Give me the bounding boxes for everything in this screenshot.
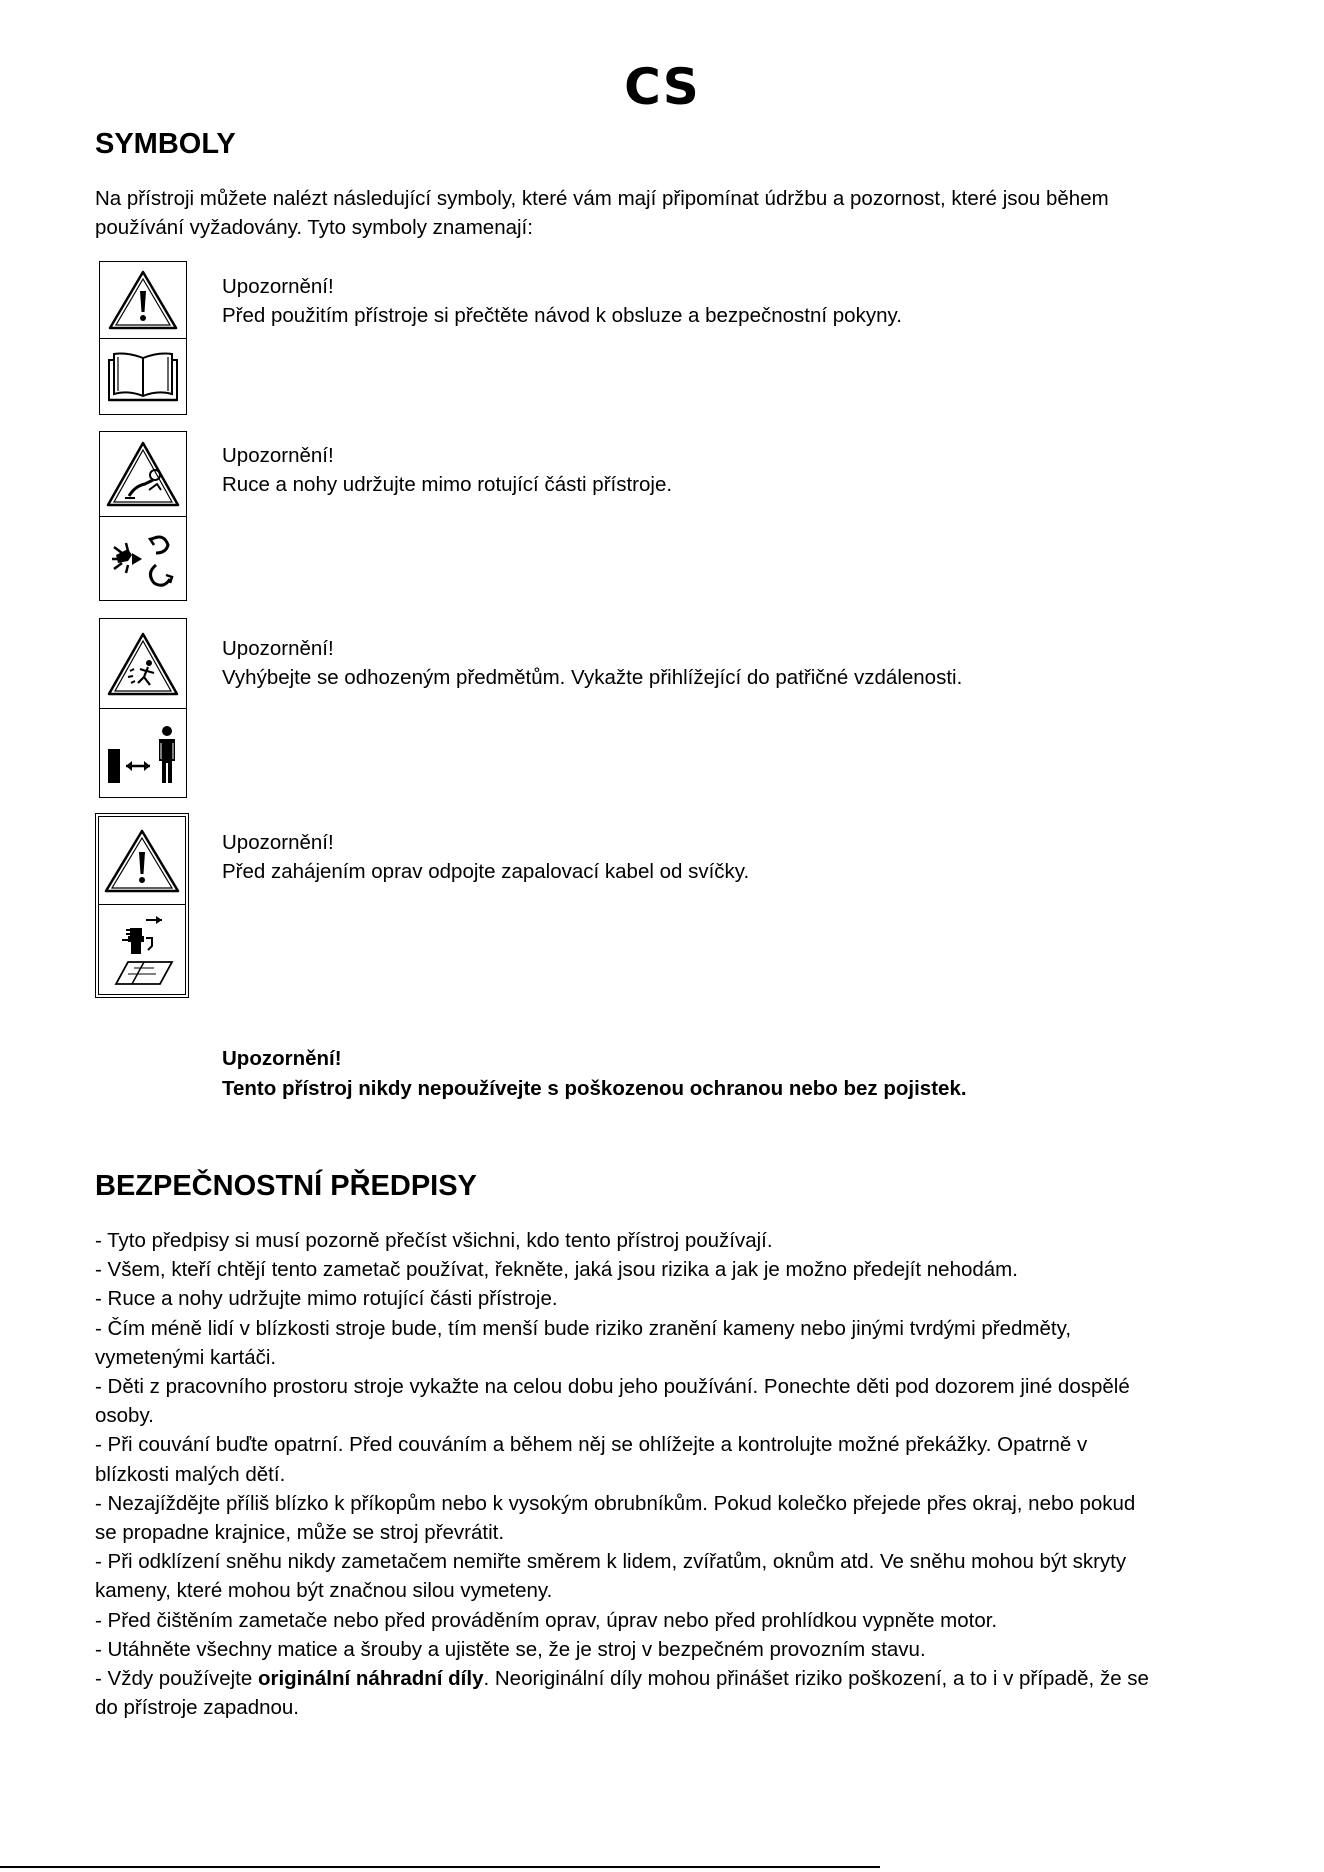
manual-book-icon (106, 350, 180, 406)
safety-rules-list (95, 1226, 1255, 1722)
safety-rule (95, 1314, 1255, 1372)
symbol-label: Upozornění! (222, 275, 334, 298)
keep-distance-icon (102, 719, 184, 789)
rule-line: blízkosti malých dětí. (95, 1462, 286, 1486)
keep-distance-cell (100, 709, 186, 799)
symbol-box-read-manual (99, 261, 187, 415)
symbol-label: Upozornění! (222, 637, 334, 660)
rule-line: - Všem, kteří chtějí tento zametač používat, řekněte, jaká jsou rizika a jak je možno předejít nehodám. (95, 1258, 1018, 1282)
manual-cell (100, 339, 186, 416)
symbol-box-thrown-objects (99, 618, 187, 798)
rule-line: vymetenými kartáči. (95, 1345, 277, 1369)
rotating-warning-cell (100, 432, 186, 517)
final-warning (222, 1044, 967, 1104)
rule-prefix: - Vždy používejte (95, 1667, 258, 1691)
rule-emphasis: originální náhradní díly (257, 1667, 484, 1691)
rule-line: osoby. (95, 1404, 154, 1428)
rule-line: kameny, které mohou být značnou silou vymeteny. (95, 1579, 553, 1603)
safety-rule (95, 1372, 1255, 1430)
symbol-box-rotating-parts (99, 431, 187, 601)
rule-line: - Při couvání buďte opatrní. Před couváním a během něj se ohlížejte a kontrolujte možné překážky. Opatrně v (95, 1433, 1088, 1457)
safety-rule (95, 1489, 1255, 1547)
symbols-intro-line: Na přístroji můžete nalézt následující symboly, které vám mají připomínat údržbu a pozornost, které jsou během (95, 187, 1109, 210)
safety-rule (95, 1606, 1255, 1635)
warning-triangle-icon (103, 828, 181, 894)
hand-foot-cell (100, 517, 186, 602)
symbol-description (222, 634, 962, 692)
safety-rules-heading: BEZPEČNOSTNÍ PŘEDPISY (95, 1170, 477, 1202)
language-code: CS (624, 58, 700, 116)
hand-foot-rotation-icon (106, 525, 180, 595)
safety-rule (95, 1547, 1255, 1605)
symbol-text: Vyhýbejte se odhozeným předmětům. Vykažte přihlížející do patřičné vzdálenosti. (222, 666, 963, 689)
spark-plug-cell (99, 905, 185, 994)
symbol-text: Před použitím přístroje si přečtěte návod k obsluze a bezpečnostní pokyny. (222, 304, 902, 327)
symbol-inner-frame (98, 816, 186, 995)
symbol-label: Upozornění! (222, 831, 334, 854)
symbol-description (222, 272, 902, 330)
warning-triangle-cell (99, 817, 185, 905)
symbol-description (222, 828, 749, 886)
safety-rule (95, 1255, 1255, 1284)
safety-rule (95, 1430, 1255, 1488)
rule-line: - Při odklízení sněhu nikdy zametačem nemiřte směrem k lidem, zvířatům, oknům atd. Ve sněhu mohou být skryty (95, 1550, 1127, 1574)
rule-line: - Utáhněte všechny matice a šrouby a ujistěte se, že je stroj v bezpečném provozním stavu. (95, 1637, 926, 1661)
rule-line: - Čím méně lidí v blízkosti stroje bude, tím menší bude riziko zranění kameny nebo jinými tvrdými předměty, (95, 1316, 1072, 1340)
footer-divider (0, 1866, 880, 1868)
warning-triangle-icon (107, 269, 179, 331)
safety-rule (95, 1635, 1255, 1664)
rule-line: - Nezajíždějte příliš blízko k příkopům nebo k vysokým obrubníkům. Pokud kolečko přejede přes okraj, nebo pokud (95, 1491, 1136, 1515)
rule-line: - Tyto předpisy si musí pozorně přečíst všichni, kdo tento přístroj používají. (95, 1229, 773, 1252)
safety-rule (95, 1284, 1255, 1313)
symbols-intro (95, 184, 1245, 242)
symbol-description (222, 441, 672, 499)
rule-line: - Děti z pracovního prostoru stroje vykažte na celou dobu jeho používání. Ponechte děti pod dozorem jiné dospělé (95, 1375, 1130, 1399)
symbol-label: Upozornění! (222, 444, 334, 467)
rule-line (95, 1664, 1255, 1693)
rule-line: do přístroje zapadnou. (95, 1696, 299, 1720)
rule-line: se propadne krajnice, může se stroj převrátit. (95, 1521, 505, 1545)
symbol-text: Před zahájením oprav odpojte zapalovací kabel od svíčky. (222, 860, 750, 883)
final-warning-text: Tento přístroj nikdy nepoužívejte s poškozenou ochranou nebo bez pojistek. (222, 1077, 967, 1100)
final-warning-label: Upozornění! (222, 1047, 342, 1070)
rotating-parts-warning-icon (105, 440, 181, 508)
symbols-heading: SYMBOLY (95, 128, 236, 160)
rule-line: - Ruce a nohy udržujte mimo rotující části přístroje. (95, 1287, 558, 1311)
spark-plug-disconnect-icon (106, 910, 178, 990)
symbol-text: Ruce a nohy udržujte mimo rotující části přístroje. (222, 473, 673, 496)
symbols-intro-line: používání vyžadovány. Tyto symboly znamenají: (95, 216, 533, 239)
rule-line: - Před čištěním zametače nebo před prováděním oprav, úprav nebo před prohlídkou vypněte motor. (95, 1608, 998, 1632)
symbol-box-spark-plug (95, 813, 189, 998)
thrown-objects-cell (100, 619, 186, 709)
safety-rule-original-parts (95, 1664, 1255, 1722)
safety-rule (95, 1226, 1255, 1255)
thrown-objects-warning-icon (106, 631, 180, 697)
warning-triangle-cell (100, 262, 186, 339)
rule-suffix: . Neoriginální díly mohou přinášet riziko poškození, a to i v případě, že se (483, 1667, 1149, 1691)
